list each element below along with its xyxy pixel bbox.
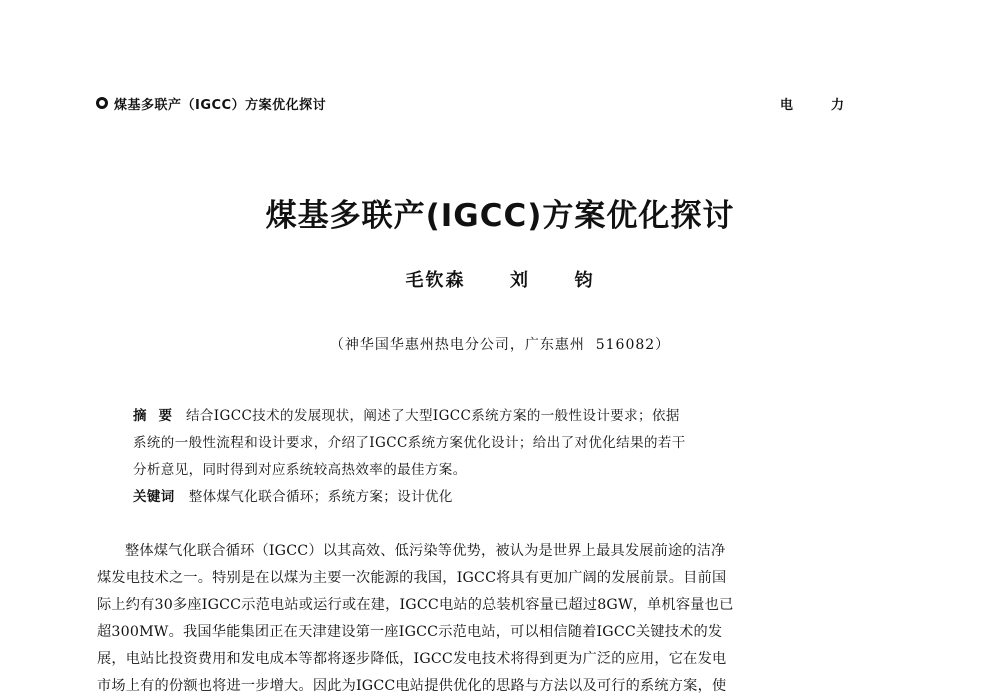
- keywords-text: 整体煤气化联合循环；系统方案；设计优化: [188, 489, 453, 505]
- running-header-title: 煤基多联产（IGCC）方案优化探讨: [114, 98, 327, 113]
- bullet-icon: [96, 97, 108, 109]
- body-line: 展，电站比投资费用和发电成本等都将逐步降低，IGCC发电技术将得到更为广泛的应用，它在发电: [97, 651, 727, 667]
- body-line: 市场上有的份额也将进一步增大。因此为IGCC电站提供优化的思路与方法以及可行的系统方案，使: [97, 678, 727, 694]
- body-line: 整体煤气化联合循环（IGCC）以其高效、低污染等优势，被认为是世界上最具发展前途的洁净: [125, 543, 726, 559]
- body-text: [97, 538, 887, 700]
- body-line: 超300MW。我国华能集团正在天津建设第一座IGCC示范电站，可以相信随着IGCC关键技术的发: [97, 624, 723, 640]
- body-line: 煤发电技术之一。特别是在以煤为主要一次能源的我国，IGCC将具有更加广阔的发展前景。目前国: [97, 570, 727, 586]
- abstract-block: [133, 403, 853, 511]
- affiliation: （神华国华惠州热电分公司，广东惠州 516082）: [329, 337, 671, 353]
- abstract-line: 系统的一般性流程和设计要求，介绍了IGCC系统方案优化设计；给出了对优化结果的若干: [133, 435, 686, 451]
- article-title: 煤基多联产(IGCC)方案优化探讨: [265, 198, 735, 234]
- keywords-line: [133, 484, 853, 511]
- keywords-label: 关键词: [133, 489, 175, 505]
- abstract-label: 摘要: [133, 408, 184, 424]
- running-header: [96, 94, 886, 116]
- body-line: 际上约有30多座IGCC示范电站或运行或在建，IGCC电站的总装机容量已超过8GW，单机容量也已: [97, 597, 734, 613]
- abstract-line: 分析意见，同时得到对应系统较高热效率的最佳方案。: [133, 462, 467, 478]
- journal-name: 电力: [779, 98, 882, 113]
- abstract-text: 结合IGCC技术的发展现状，阐述了大型IGCC系统方案的一般性设计要求；依据: [186, 408, 680, 424]
- authors: 毛钦森 刘 钧: [405, 270, 595, 291]
- abstract-line: [133, 403, 853, 430]
